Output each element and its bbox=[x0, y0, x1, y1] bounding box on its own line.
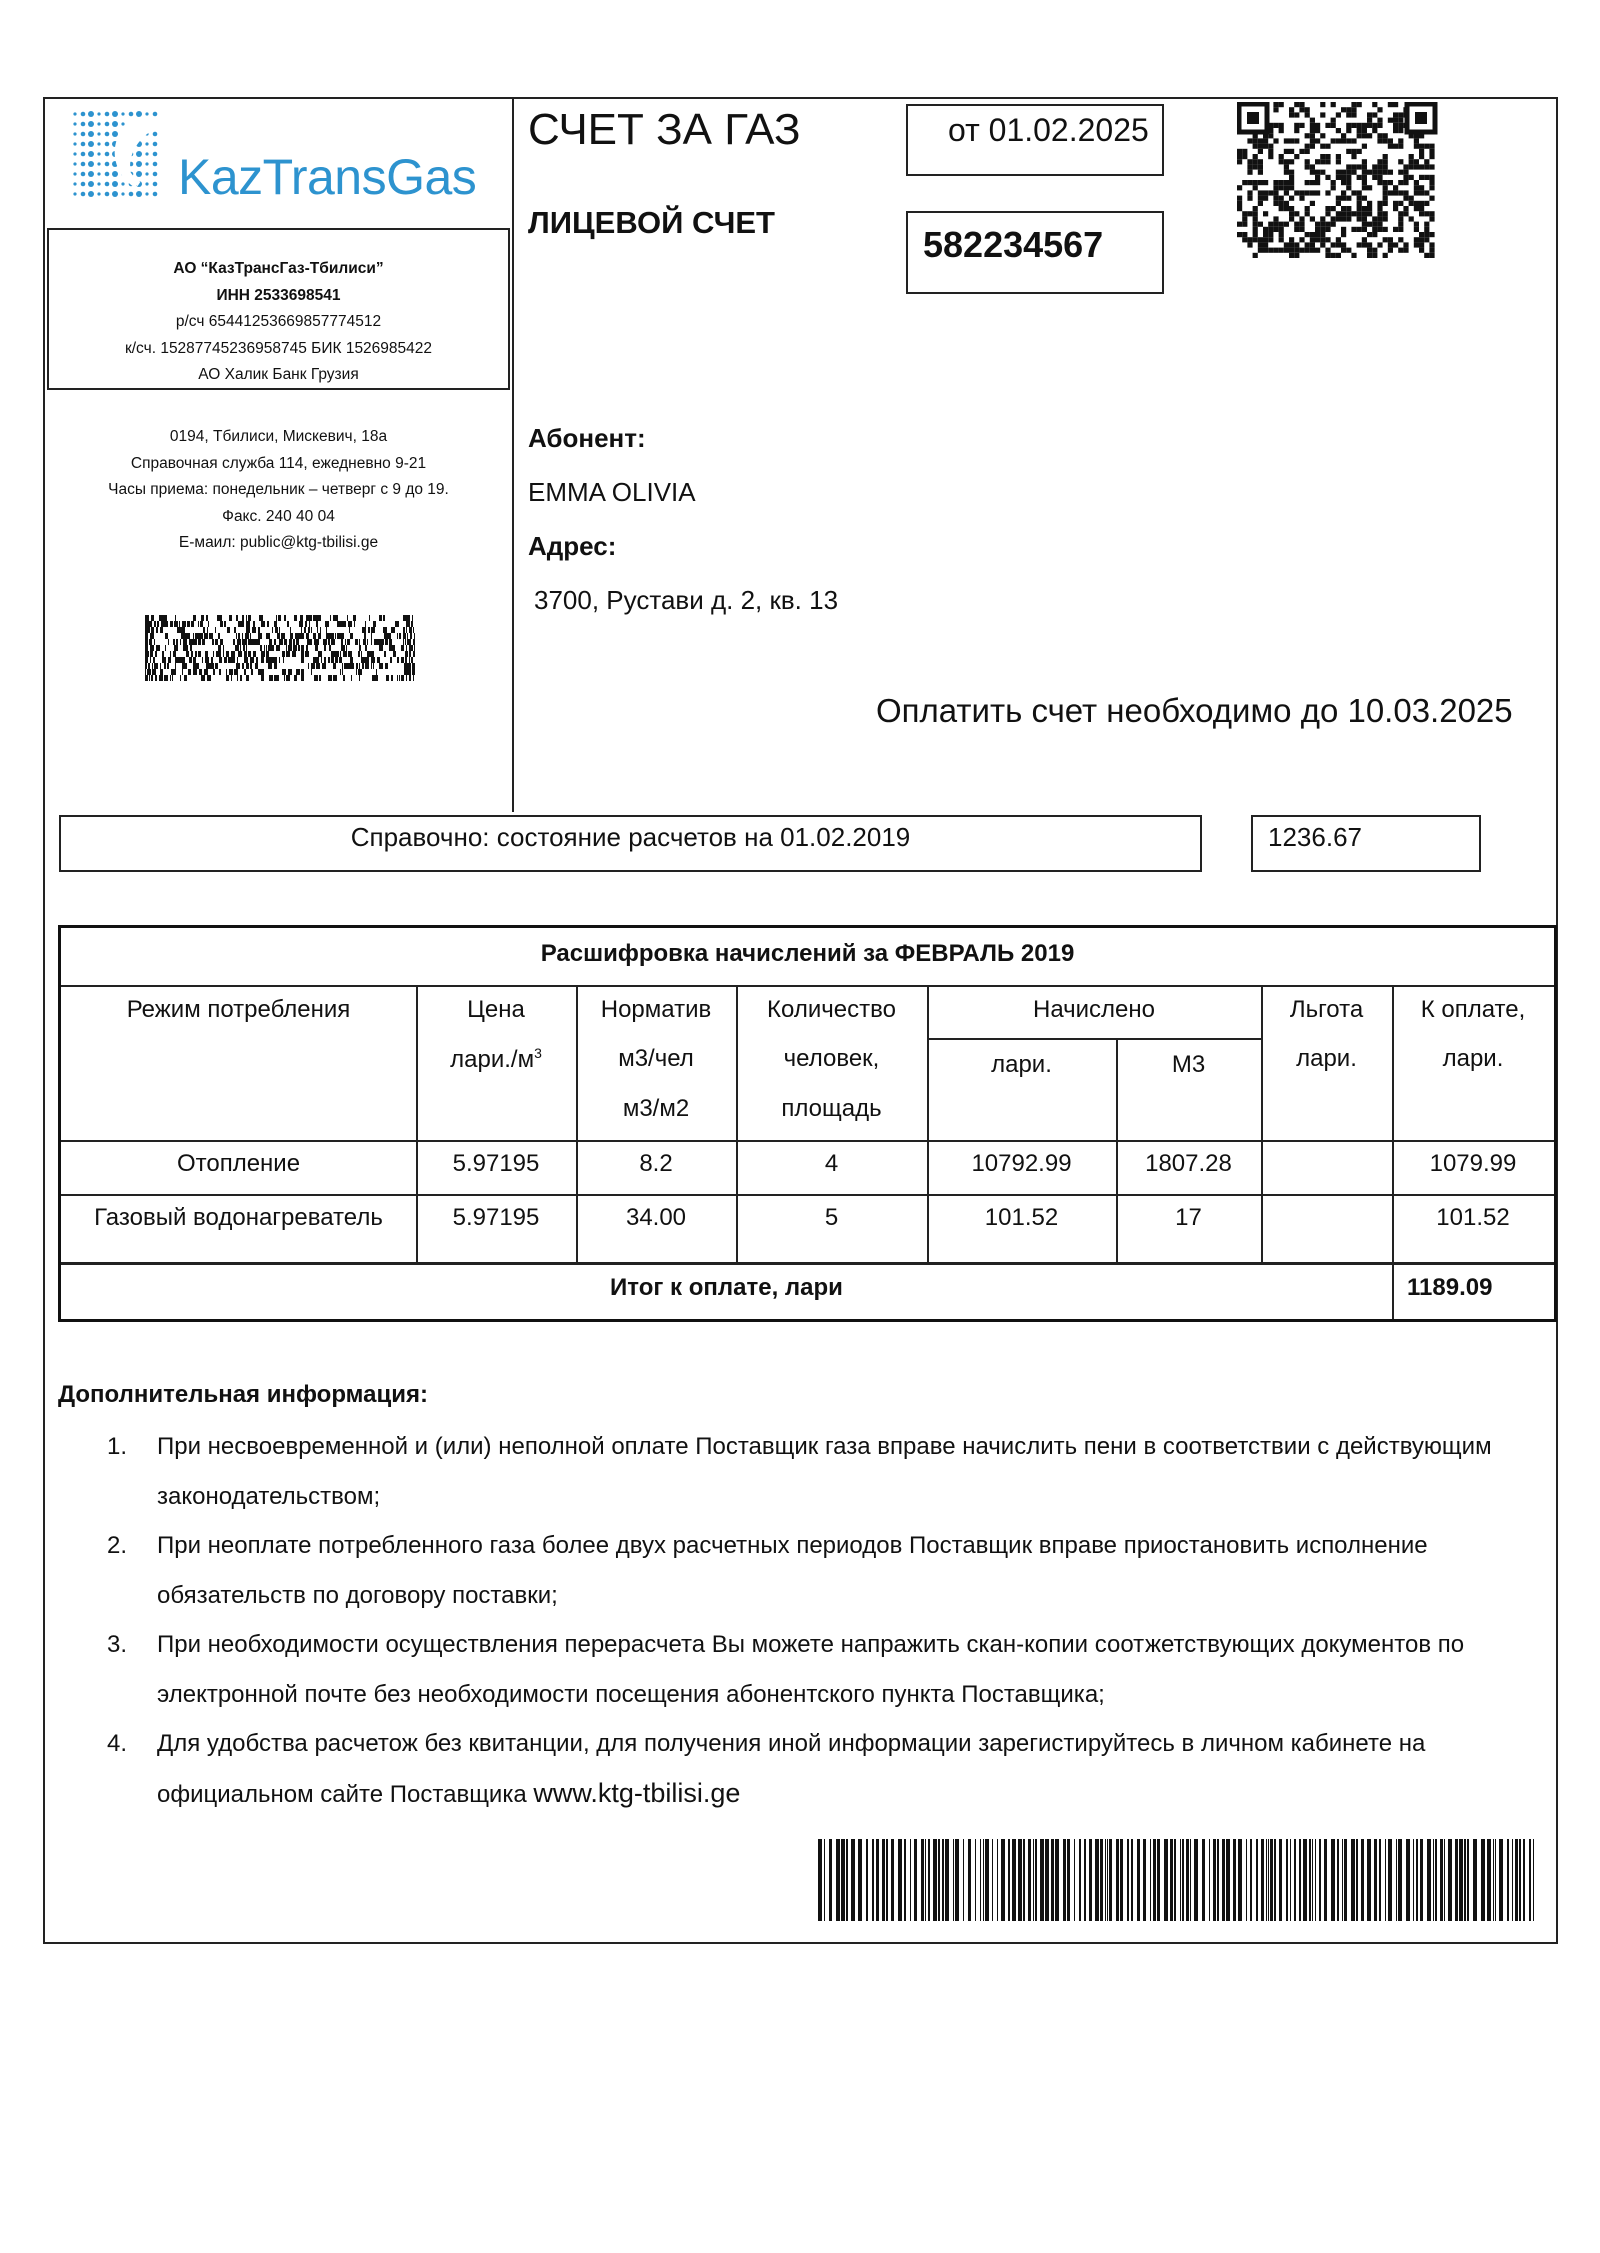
contact-helpline: Справочная служба 114, ежедневно 9-21 bbox=[130, 454, 427, 472]
table-hline bbox=[61, 1140, 1554, 1142]
barcode-icon bbox=[818, 1839, 1538, 1921]
row1-price: 5.97195 bbox=[452, 1150, 540, 1177]
row1-norm: 8.2 bbox=[639, 1150, 673, 1177]
brand-name: KazTransGas bbox=[178, 149, 477, 205]
table-title: Расшифровка начислений за ФЕВРАЛЬ 2019 bbox=[540, 940, 1075, 967]
header-norm-unit1: м3/чел bbox=[618, 1045, 694, 1072]
row2-mode: Газовый водонагреватель bbox=[94, 1204, 383, 1231]
list-item: 3. При необходимости осуществления перерасчета Вы можете напражить скан-копии соотжетствующих документов по электронной почте без необходимости посещения абонентского пункта Поставщика; bbox=[107, 1631, 1465, 1708]
bill-date: от 01.02.2025 bbox=[906, 104, 1164, 176]
company-name: АО “КазТрансГаз-Тбилиси” bbox=[173, 260, 384, 277]
row2-accrued-m3: 17 bbox=[1175, 1204, 1202, 1231]
contact-address: 0194, Тбилиси, Мискевич, 18а bbox=[169, 428, 388, 445]
table-hline bbox=[61, 1262, 1554, 1265]
row2-qty: 5 bbox=[824, 1204, 839, 1231]
address-label: Адрес: bbox=[528, 531, 617, 561]
additional-info-list bbox=[95, 1422, 1555, 1819]
header-mode: Режим потребления bbox=[126, 996, 351, 1023]
additional-info-title: Дополнительная информация: bbox=[58, 1381, 428, 1408]
contact-info bbox=[47, 424, 510, 557]
header-qty: Количество bbox=[767, 996, 896, 1023]
row2-accrued-gel: 101.52 bbox=[984, 1204, 1059, 1231]
row1-mode: Отопление bbox=[176, 1150, 301, 1177]
total-label: Итог к оплате, лари bbox=[610, 1274, 843, 1301]
table-hline bbox=[61, 985, 1554, 987]
bill-title: СЧЕТ ЗА ГАЗ bbox=[528, 105, 801, 154]
company-corr-account: к/сч. 15287745236958745 БИК 1526985422 bbox=[124, 339, 433, 357]
reference-value: 1236.67 bbox=[1251, 815, 1481, 872]
subscriber-name: EMMA OLIVIA bbox=[528, 477, 696, 507]
row2-topay: 101.52 bbox=[1436, 1204, 1510, 1231]
header-price: Цена bbox=[467, 996, 525, 1023]
row1-topay: 1079.99 bbox=[1429, 1150, 1517, 1177]
account-label: ЛИЦЕВОЙ СЧЕТ bbox=[528, 205, 775, 240]
header-accrued: Начислено bbox=[1032, 996, 1155, 1023]
header-norm: Норматив bbox=[600, 996, 712, 1023]
row1-accrued-m3: 1807.28 bbox=[1145, 1150, 1232, 1177]
header-benefit-unit: лари. bbox=[1296, 1045, 1357, 1072]
company-account: р/сч 65441253669857774512 bbox=[175, 313, 382, 330]
company-bank: АО Халик Банк Грузия bbox=[198, 366, 359, 383]
subscriber-label: Абонент: bbox=[528, 423, 646, 453]
header-accrued-m3: М3 bbox=[1171, 1051, 1206, 1078]
header-topay: К оплате, bbox=[1420, 996, 1526, 1023]
header-price-unit: $лари./м^3$ bbox=[450, 1045, 542, 1073]
header-norm-unit2: м3/м2 bbox=[622, 1095, 690, 1122]
bank-details bbox=[47, 228, 510, 390]
contact-email: Е-маил: public@ktg-tbilisi.ge bbox=[178, 534, 379, 551]
contact-fax: Факс. 240 40 04 bbox=[222, 507, 335, 525]
pdf417-barcode-icon bbox=[145, 615, 415, 681]
list-item: 2. При неоплате потребленного газа более двух расчетных периодов Поставщик вправе приостановить исполнение обязательств по договору поставки; bbox=[107, 1532, 1428, 1609]
subscriber-address: 3700, Рустави д. 2, кв. 13 bbox=[534, 585, 839, 615]
row2-price: 5.97195 bbox=[452, 1204, 540, 1231]
total-value: 1189.09 bbox=[1407, 1274, 1493, 1301]
charges-table bbox=[58, 925, 1557, 1322]
header-qty-unit2: площадь bbox=[781, 1095, 882, 1122]
header-benefit: Льгота bbox=[1289, 996, 1364, 1023]
header-qty-unit1: человек, bbox=[783, 1045, 880, 1072]
list-item: 1. При несвоевременной и (или) неполной оплате Поставщик газа вправе начислить пени в соответствии с действующим законодательством; bbox=[107, 1433, 1492, 1510]
row1-accrued-gel: 10792.99 bbox=[971, 1150, 1072, 1177]
left-column-divider bbox=[512, 97, 514, 812]
table-hline bbox=[927, 1038, 1261, 1040]
website-link[interactable]: www.ktg-tbilisi.ge bbox=[533, 1777, 741, 1808]
row1-qty: 4 bbox=[824, 1150, 839, 1177]
list-item: 4. Для удобства расчетож без квитанции, для получения иной информации зарегистируйтесь в личном кабинете на официальном сайте Поставщика www.ktg-tbilisi.ge bbox=[107, 1730, 1426, 1808]
row2-norm: 34.00 bbox=[625, 1204, 687, 1231]
header-topay-unit: лари. bbox=[1442, 1045, 1504, 1072]
table-hline bbox=[61, 1194, 1554, 1196]
table-vline bbox=[1261, 985, 1263, 1262]
reference-label: Справочно: состояние расчетов на 01.02.2019 bbox=[59, 815, 1202, 872]
company-inn: ИНН 2533698541 bbox=[216, 286, 341, 304]
payment-due: Оплатить счет необходимо до 10.03.2025 bbox=[876, 692, 1513, 729]
qr-code-icon bbox=[1237, 102, 1438, 259]
account-number: 582234567 bbox=[906, 211, 1164, 294]
contact-hours: Часы приема: понедельник – четверг с 9 до 19. bbox=[108, 481, 449, 498]
header-accrued-gel: лари. bbox=[991, 1051, 1052, 1078]
